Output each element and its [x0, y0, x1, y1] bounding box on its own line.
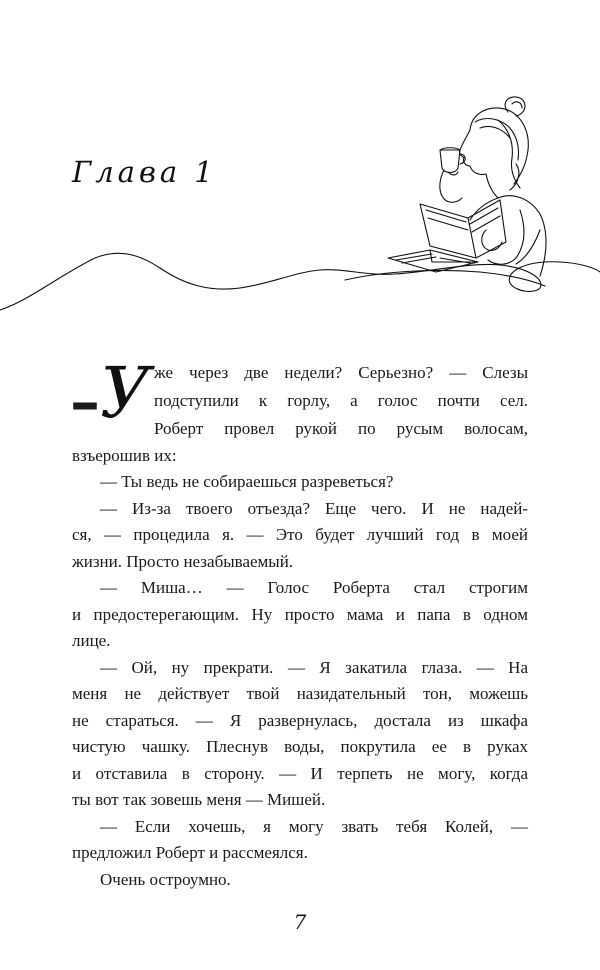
text-line: — Из-за твоего отъезда? Еще чего. И не надей- — [100, 499, 528, 518]
page-number: 7 — [293, 910, 307, 934]
text-line: предложил Роберт и рассмеялся. — [72, 843, 308, 862]
text-line: — Ты ведь не собираешься разреветься? — [100, 472, 394, 491]
text-line: — Если хочешь, я могу звать тебя Колей, — — [100, 817, 528, 836]
text-line: и предостерегающим. Ну просто мама и папа в одном — [72, 605, 528, 624]
chapter-title: Глава 1 — [72, 155, 217, 189]
text-line: жизни. Просто незабываемый. — [72, 552, 294, 571]
text-line: меня не действует твой назидательный тон, можешь — [72, 684, 528, 703]
text-line: — Ой, ну прекрати. — Я закатила глаза. — На — [100, 658, 528, 677]
woman-reading-with-cup-icon — [0, 80, 600, 320]
text-line: взъерошив их: — [72, 446, 177, 465]
drop-cap-letter: У — [100, 352, 151, 434]
text-line: же через две недели? Серьезно? — Слезы — [154, 363, 528, 382]
drop-cap-dash: – — [70, 367, 100, 437]
text-line: не стараться. — Я развернулась, достала из шкафа — [72, 711, 528, 730]
text-line: ты вот так зовешь меня — Мишей. — [72, 790, 326, 809]
text-line: лице. — [72, 631, 111, 650]
text-line: чистую чашку. Плеснув воды, покрутила ее в руках — [72, 737, 528, 756]
text-line: Очень остроумно. — [100, 870, 231, 889]
text-line: — Миша… — Голос Роберта стал строгим — [100, 578, 528, 597]
text-line: Роберт провел рукой по русым волосам, — [154, 419, 528, 438]
text-line: подступили к горлу, а голос почти сел. — [154, 391, 528, 410]
text-line: ся, — процедила я. — Это будет лучший год в моей — [72, 525, 528, 544]
text-line: и отставила в сторону. — И терпеть не могу, когда — [72, 764, 528, 783]
